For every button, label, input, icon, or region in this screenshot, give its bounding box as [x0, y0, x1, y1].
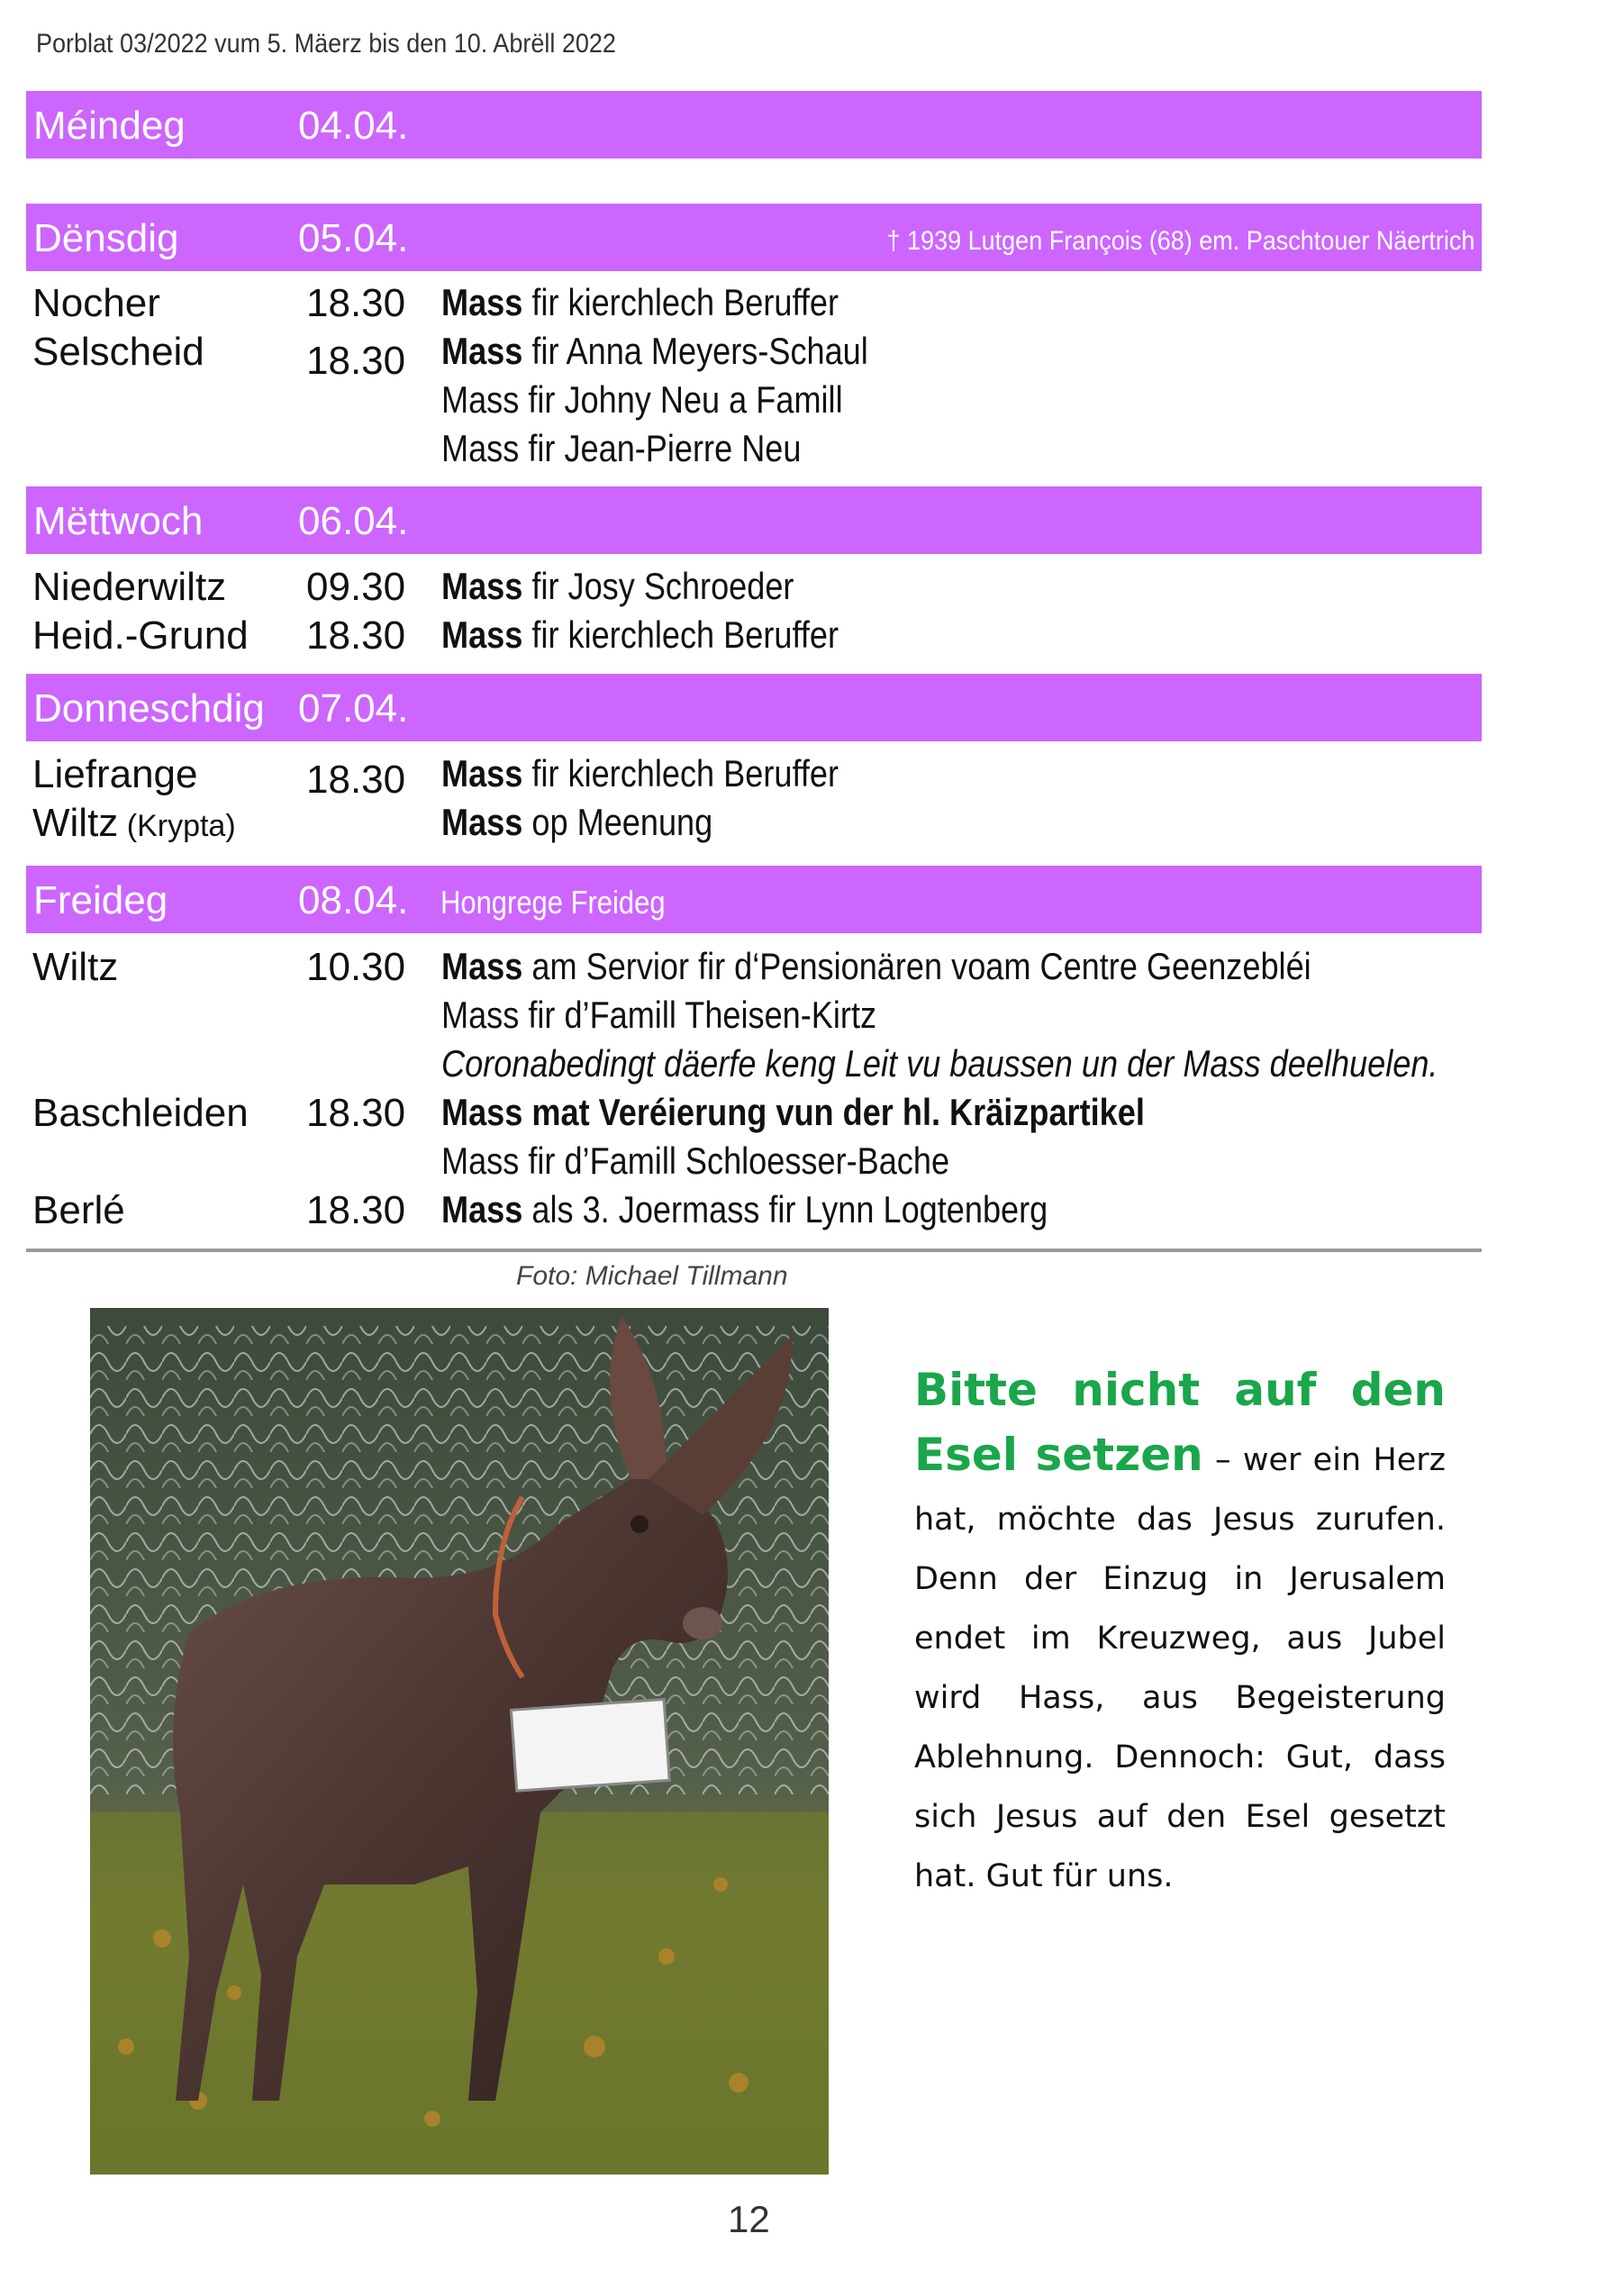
time: 18.30 — [306, 339, 406, 383]
day-date: 06.04. — [298, 499, 409, 543]
schedule-row — [0, 613, 1486, 662]
mass-bold: Mass — [441, 565, 523, 607]
mass-rest: fir kierchlech Beruffer — [522, 613, 839, 656]
day-bar-tuesday — [26, 204, 1482, 271]
place: Niederwiltz — [32, 565, 227, 609]
time: 18.30 — [306, 1188, 406, 1232]
mass-rest: fir Josy Schroeder — [522, 565, 794, 607]
place-name: Wiltz — [32, 801, 119, 845]
mass-bold: Mass — [441, 281, 523, 323]
mass-text — [441, 801, 712, 844]
day-date: 05.04. — [298, 216, 409, 260]
mass-bold: Mass — [441, 801, 523, 843]
mass-rest: op Meenung — [522, 801, 713, 843]
schedule-row — [0, 378, 1486, 427]
mass-rest: fir Anna Meyers-Schaul — [522, 330, 868, 372]
page-header: Porblat 03/2022 vum 5. Mäerz bis den 10. Abrëll 2022 — [36, 29, 616, 59]
schedule-row — [0, 1140, 1486, 1188]
mass-text — [441, 613, 839, 657]
time: 18.30 — [306, 613, 406, 658]
mass-text: Mass fir Johny Neu a Famill — [441, 378, 843, 421]
day-date: 04.04. — [298, 104, 409, 148]
schedule-row — [0, 1188, 1486, 1237]
day-bar-friday — [26, 866, 1482, 933]
schedule-row — [0, 1091, 1486, 1140]
page-number: 12 — [728, 2198, 770, 2240]
time: 18.30 — [306, 758, 406, 802]
mass-bold: Mass — [441, 945, 523, 987]
mass-bold: Mass — [441, 613, 523, 656]
mass-rest: fir kierchlech Beruffer — [522, 752, 839, 794]
mass-bold: Mass mat Veréierung vun der hl. Kräizpartikel — [441, 1091, 1145, 1133]
place: Nocher — [32, 281, 160, 325]
time: 18.30 — [306, 281, 406, 325]
day-date: 08.04. — [298, 878, 409, 922]
donkey-photo — [90, 1308, 829, 2175]
mass-text — [441, 565, 794, 608]
day-bar-wednesday — [26, 486, 1482, 554]
day-name: Dënsdig — [33, 216, 179, 260]
schedule-row — [0, 752, 1486, 801]
place — [32, 801, 236, 846]
mass-text — [441, 281, 839, 324]
place: Baschleiden — [32, 1091, 249, 1135]
article-headline: Bitte nicht auf den Esel setzen — [914, 1364, 1446, 1481]
mass-italic: Coronabedingt däerfe keng Leit vu baussen un der Mass deelhuelen. — [441, 1042, 1438, 1085]
mass-text — [441, 1188, 1048, 1231]
place: Wiltz — [32, 945, 119, 989]
day-name: Méindeg — [33, 104, 186, 148]
schedule-row — [0, 1042, 1486, 1091]
mass-bold: Mass — [441, 1188, 523, 1230]
mass-text — [441, 330, 868, 373]
day-note: Hongrege Freideg — [440, 884, 666, 921]
mass-text: Mass fir d’Famill Schloesser-Bache — [441, 1140, 950, 1182]
place: Berlé — [32, 1188, 125, 1232]
day-bar-thursday — [26, 674, 1482, 741]
schedule-row — [0, 945, 1486, 994]
place: Selscheid — [32, 330, 204, 374]
mass-text: Mass fir d’Famill Theisen-Kirtz — [441, 994, 877, 1036]
memorial-note: † 1939 Lutgen François (68) em. Paschtouer Näertrich — [886, 226, 1474, 256]
time: 10.30 — [306, 945, 406, 989]
mass-rest: am Servior fir d‘Pensionären voam Centre Geenzebléi — [522, 945, 1311, 987]
day-name: Freideg — [33, 878, 168, 922]
day-name: Mëttwoch — [33, 499, 204, 543]
schedule-row — [0, 281, 1486, 330]
article — [914, 1360, 1446, 1906]
schedule-row — [0, 565, 1486, 613]
mass-text — [441, 945, 1311, 988]
mass-text — [441, 1091, 1145, 1134]
time: 09.30 — [306, 565, 406, 609]
divider — [26, 1248, 1482, 1252]
day-date: 07.04. — [298, 686, 409, 731]
day-name: Donneschdig — [33, 686, 265, 731]
mass-rest: fir kierchlech Beruffer — [522, 281, 839, 323]
mass-text — [441, 752, 839, 795]
mass-text: Mass fir Jean-Pierre Neu — [441, 427, 802, 469]
article-body: – wer ein Herz hat, möchte das Jesus zurufen. Denn der Einzug in Jerusalem endet im Kreuzweg, aus Jubel wird Hass, aus Begeisterung Ablehnung. Dennoch: Gut, dass sich Jesus auf den Esel gesetzt hat. Gut für uns. — [914, 1442, 1446, 1894]
photo-credit: Foto: Michael Tillmann — [516, 1261, 788, 1291]
mass-note — [441, 1042, 1438, 1085]
mass-bold: Mass — [441, 330, 523, 372]
schedule-row — [0, 330, 1486, 383]
mass-bold: Mass — [441, 752, 523, 794]
schedule-row — [0, 801, 1486, 849]
time: 18.30 — [306, 1091, 406, 1135]
place-detail: (Krypta) — [118, 809, 236, 843]
schedule-row — [0, 994, 1486, 1042]
schedule-row — [0, 427, 1486, 476]
place: Heid.-Grund — [32, 613, 249, 658]
place: Liefrange — [32, 752, 198, 796]
mass-rest: als 3. Joermass fir Lynn Logtenberg — [522, 1188, 1048, 1230]
day-bar-monday — [26, 91, 1482, 159]
